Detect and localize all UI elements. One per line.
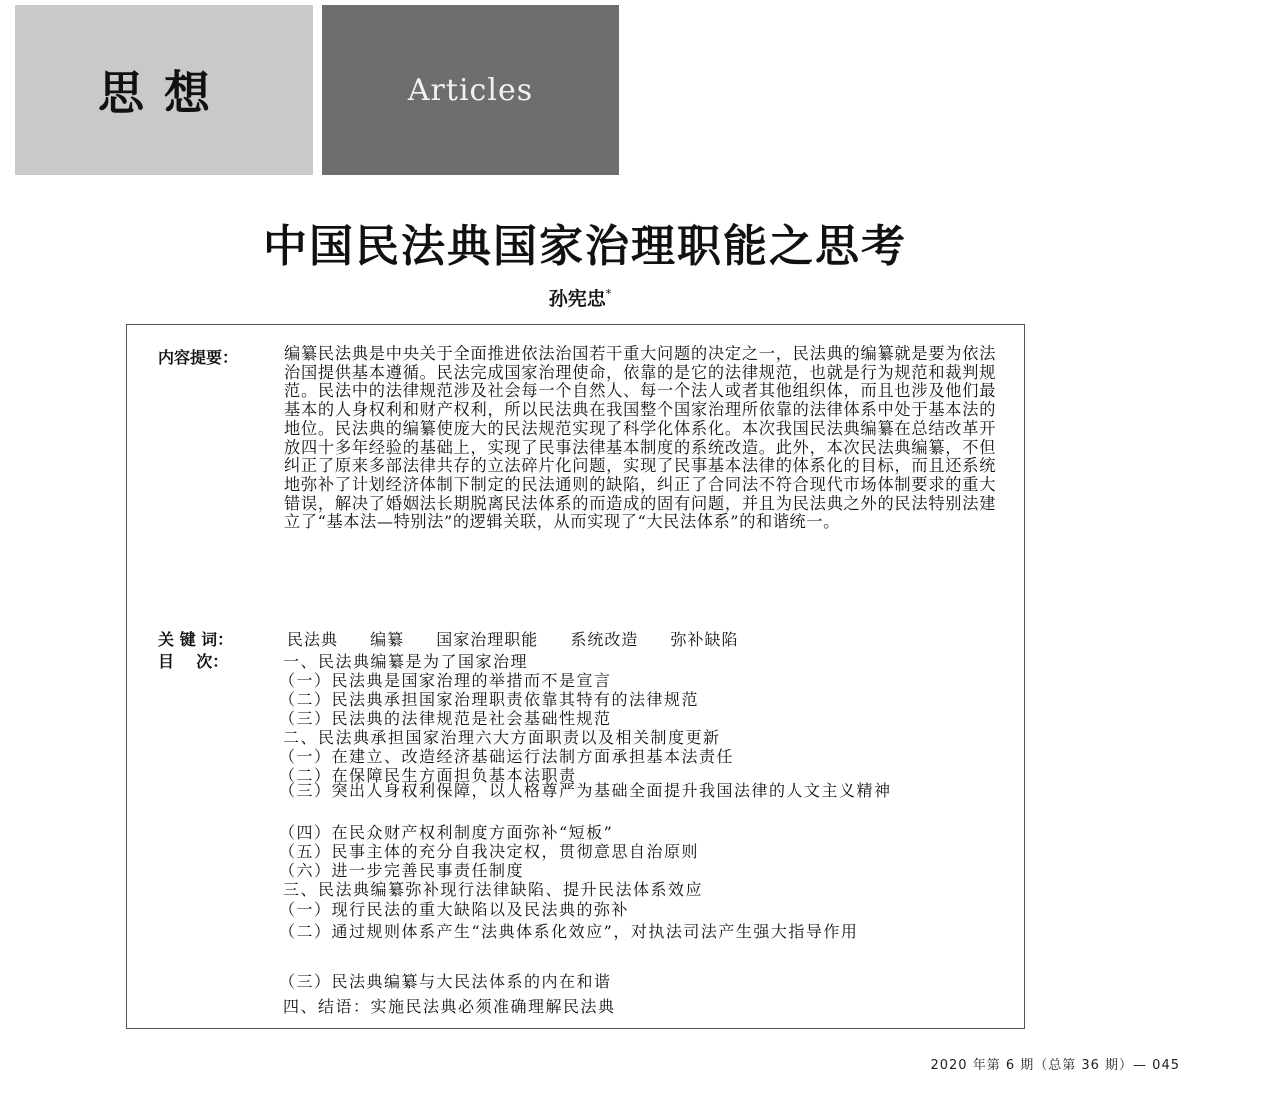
keywords-label: 关 键 词： bbox=[158, 630, 234, 649]
abstract-text: 编纂民法典是中央关于全面推进依法治国若干重大问题的决定之一，民法典的编纂就是要为依法治国提供基本遵循。民法完成国家治理使命，依靠的是它的法律规范，也就是行为规范和裁判规范。民法中的法律规范涉及社会每一个自然人、每一个法人或者其他组织体，而且也涉及他们最基本的人身权利和财产权利，所以民法典在我国整个国家治理所依靠的法律体系中处于基本法的地位。民法典的编纂使庞大的民法规范实现了科学化体系化。本次我国民法典编纂在总结改革开放四十多年经验的基础上，实现了民事法律基本制度的系统改造。此外，本次民法典编纂，不但纠正了原来多部法律共存的立法碎片化问题，实现了民事基本法律的体系化的目标，而且还系统地弥补了计划经济体制下制定的民法通则的缺陷，纠正了合同法不符合现代市场体制要求的重大错误，解决了婚姻法长期脱离民法体系的而造成的固有问题，并且为民法典之外的民法特别法建立了“基本法—特别法”的逻辑关联，从而实现了“大民法体系”的和谐统一。 bbox=[284, 344, 996, 532]
section-label-en: Articles bbox=[322, 5, 619, 175]
toc-item: （二）民法典承担国家治理职责依靠其特有的法律规范 bbox=[279, 690, 700, 709]
section-label-cn: 思想 bbox=[15, 5, 313, 175]
abstract-label: 内容提要： bbox=[158, 348, 239, 367]
toc-label: 目 次： bbox=[158, 652, 229, 671]
toc-item: 一、民法典编纂是为了国家治理 bbox=[283, 652, 529, 671]
toc-item: （二）在保障民生方面担负基本法职责 bbox=[279, 766, 577, 785]
author-line bbox=[0, 284, 1160, 311]
author-footnote-mark: * bbox=[605, 287, 612, 301]
toc-item: （三）民法典的法律规范是社会基础性规范 bbox=[279, 709, 612, 728]
keyword: 系统改造 bbox=[570, 630, 639, 649]
toc-item: 三、民法典编纂弥补现行法律缺陷、提升民法体系效应 bbox=[283, 880, 704, 899]
toc-item: 四、结语：实施民法典必须准确理解民法典 bbox=[283, 997, 616, 1016]
page-footer: 2020 年第 6 期（总第 36 期）— 045 bbox=[930, 1058, 1180, 1073]
toc-item: 二、民法典承担国家治理六大方面职责以及相关制度更新 bbox=[283, 728, 721, 747]
keyword: 民法典 bbox=[287, 630, 339, 649]
toc-item: （三）突出人身权利保障，以人格尊严为基础全面提升我国法律的人文主义精神 bbox=[279, 781, 892, 800]
toc-item: （四）在民众财产权利制度方面弥补“短板” bbox=[279, 823, 614, 842]
keywords-list bbox=[287, 627, 764, 650]
toc-item: （一）现行民法的重大缺陷以及民法典的弥补 bbox=[279, 900, 630, 919]
keyword: 弥补缺陷 bbox=[670, 630, 739, 649]
toc-item: （二）通过规则体系产生“法典体系化效应”，对执法司法产生强大指导作用 bbox=[279, 922, 859, 941]
toc-item: （三）民法典编纂与大民法体系的内在和谐 bbox=[279, 972, 612, 991]
toc-item: （一）在建立、改造经济基础运行法制方面承担基本法责任 bbox=[279, 747, 735, 766]
abstract-box bbox=[126, 324, 1025, 1029]
author-name: 孙宪忠 bbox=[548, 288, 606, 310]
toc-item: （五）民事主体的充分自我决定权，贯彻意思自治原则 bbox=[279, 842, 700, 861]
toc-item: （一）民法典是国家治理的举措而不是宣言 bbox=[279, 671, 612, 690]
keyword: 国家治理职能 bbox=[436, 630, 539, 649]
article-title: 中国民法典国家治理职能之思考 bbox=[263, 221, 907, 272]
toc-item: （六）进一步完善民事责任制度 bbox=[279, 861, 525, 880]
keyword: 编纂 bbox=[370, 630, 405, 649]
